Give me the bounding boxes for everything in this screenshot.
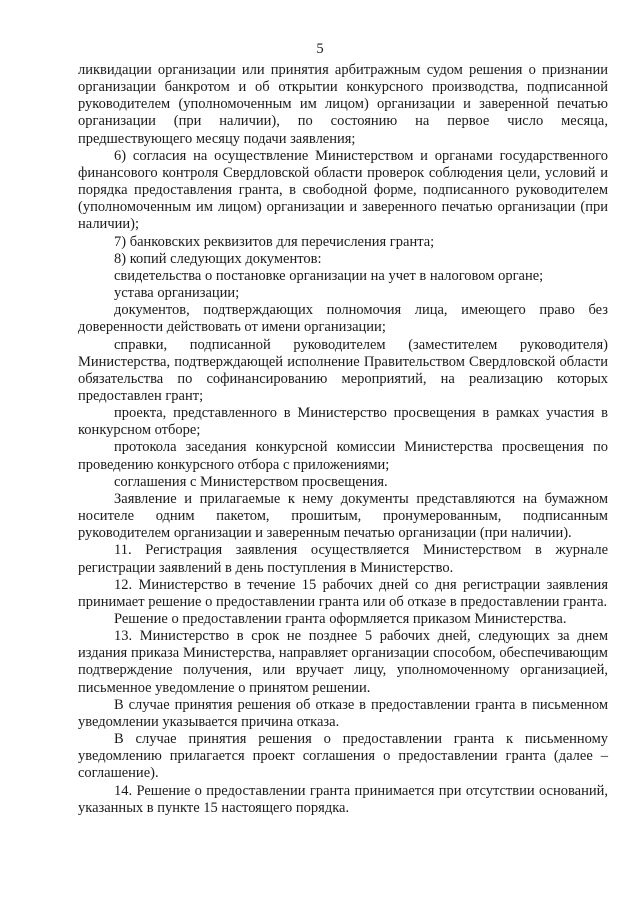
paragraph: документов, подтверждающих полномочия лица, имеющего право без доверенности действовать от имени организации;	[78, 302, 608, 336]
paragraph: справки, подписанной руководителем (заместителем руководителя) Министерства, подтверждающей исполнение Правительством Свердловской области обязательства по софинансированию мероприятий, на реализацию которых предоставлен грант;	[78, 336, 608, 404]
paragraph: свидетельства о постановке организации на учет в налоговом органе;	[114, 267, 544, 284]
paragraph: устава организации;	[114, 285, 240, 302]
paragraph: протокола заседания конкурсной комиссии Министерства просвещения по проведению конкурсного отбора с приложениями;	[78, 439, 608, 473]
paragraph: 6) согласия на осуществление Министерством и органами государственного финансового контроля Свердловской области проверок соблюдения цели, условий и порядка предоставления гранта, в свободной форме, подписанного руководителем (уполномоченным им лицом) организации и заверенного печатью организации (при наличии);	[78, 147, 608, 233]
paragraph: 7) банковских реквизитов для перечисления гранта;	[114, 233, 435, 250]
paragraph: проекта, представленного в Министерство просвещения в рамках участия в конкурсном отборе;	[78, 405, 608, 439]
paragraph: 14. Решение о предоставлении гранта принимается при отсутствии оснований, указанных в пункте 15 настоящего порядка.	[78, 782, 608, 816]
paragraph: Решение о предоставлении гранта оформляется приказом Министерства.	[114, 611, 567, 627]
paragraph: Заявление и прилагаемые к нему документы представляются на бумажном носителе одним пакетом, прошитым, пронумерованным, подписанным руководителем организации и заверенным печатью организации (при наличии).	[78, 490, 608, 542]
paragraph: 8) копий следующих документов:	[114, 250, 322, 267]
paragraph: 11. Регистрация заявления осуществляется Министерством в журнале регистрации заявлений в день поступления в Министерство.	[78, 542, 608, 576]
paragraph: В случае принятия решения о предоставлении гранта к письменному уведомлению прилагается проект соглашения о предоставлении гранта (далее – соглашение).	[78, 731, 608, 782]
document-body	[78, 62, 608, 817]
paragraph: В случае принятия решения об отказе в предоставлении гранта в письменном уведомлении указывается причина отказа.	[78, 696, 608, 730]
page-number: 5	[316, 41, 324, 57]
paragraph: соглашения с Министерством просвещения.	[114, 473, 388, 490]
paragraph: 12. Министерство в течение 15 рабочих дней со дня регистрации заявления принимает решение о предоставлении гранта или об отказе в предоставлении гранта.	[78, 576, 608, 610]
paragraph: 13. Министерство в срок не позднее 5 рабочих дней, следующих за днем издания приказа Министерства, направляет организации способом, обеспечивающим подтверждение получения, или вручает лицу, уполномоченному организацией, письменное уведомление о принятом решении.	[78, 628, 608, 696]
paragraph: ликвидации организации или принятия арбитражным судом решения о признании организации банкротом и об открытии конкурсного производства, подписанной руководителем (уполномоченным им лицом) организации и заверенной печатью организации (при наличии), по состоянию на первое число месяца, предшествующего месяцу подачи заявления;	[78, 62, 608, 147]
